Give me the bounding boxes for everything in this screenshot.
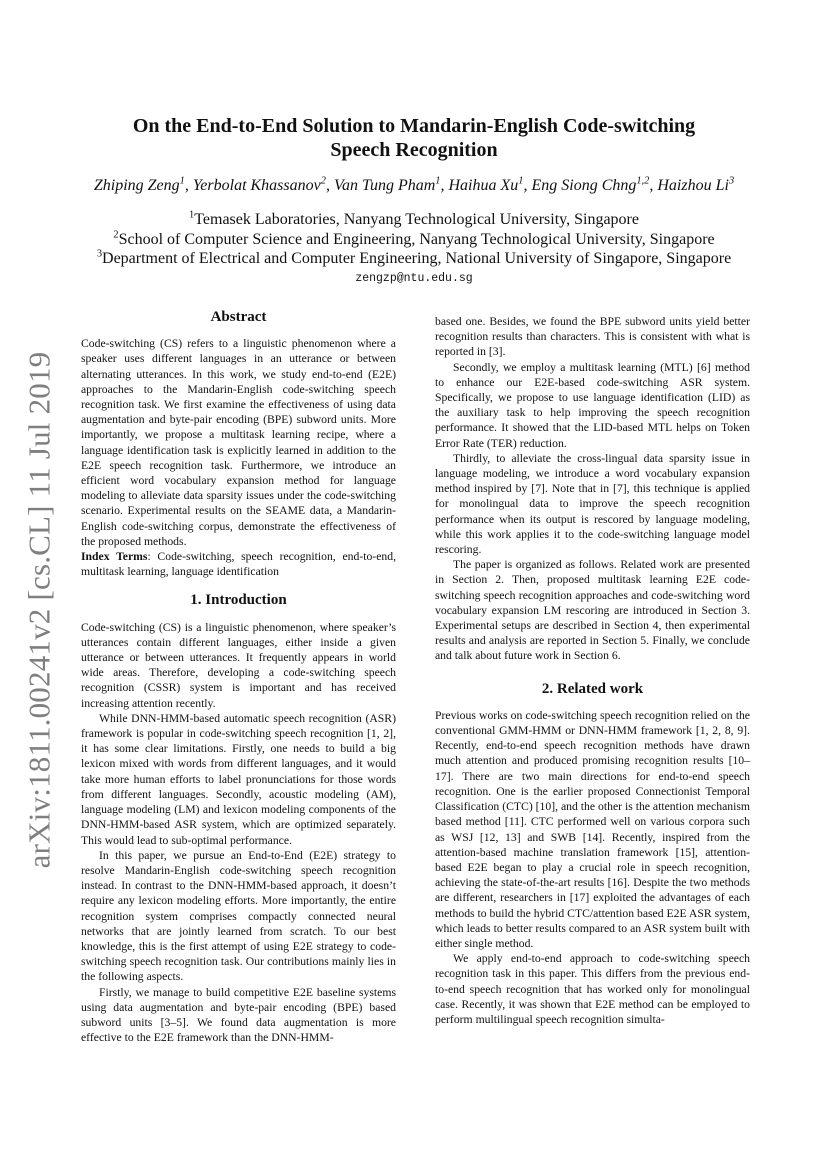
index-terms-text: : Code-switching, speech recognition, end-to-end, multitask learning, language identification — [81, 550, 396, 579]
right-column — [435, 314, 750, 1027]
abstract-text: Code-switching (CS) refers to a linguistic phenomenon where a speaker uses different languages in an utterance or between alternating utterances. In this work, we study end-to-end (E2E) approaches to the Mandarin-English code-switching speech recognition task. We first examine the effectiveness of using data augmentation and byte-pair encoding (BPE) subword units. More importantly, we propose a multitask learning recipe, where a language identification task is explicitly learned in addition to the E2E speech recognition task. Furthermore, we introduce an efficient word vocabulary expansion method for language modeling to alleviate data sparsity issues under the code-switching scenario. Experimental results on the SEAME data, a Mandarin-English code-switching corpus, demonstrate the effectiveness of the proposed methods. — [81, 337, 396, 548]
intro-continuation-paragraph: Secondly, we employ a multitask learning (MTL) [6] method to enhance our E2E-based code-switching ASR system. Specifically, we propose to use language identification (LID) as the auxiliary task to help improving the speech recognition performance. It showed that the LID-based MTL helps on Token Error Rate (TER) reduction. — [435, 360, 750, 450]
related-work-paragraph: Previous works on code-switching speech recognition relied on the conventional GMM-HMM or DNN-HMM framework [1, 2, 8, 9]. Recently, end-to-end speech recognition methods have drawn much attention and produced promising recognition results [10–17]. There are two main directions for end-to-end speech recognition. One is the earlier proposed Connectionist Temporal Classification (CTC) [10], and the other is the attention mechanism based method [11]. CTC performed well on various corpora such as WSJ [12, 13] and SWB [14]. Recently, inspired from the attention-based machine translation framework [15], attention-based E2E began to play a crucial role in speech recognition, achieving the state-of-the-art results [16]. Despite the two methods are different, researchers in [17] exploited the advantages of each methods to build the hybrid CTC/attention based E2E ASR system, which leads to better results compared to an ASR system built with either single method. — [435, 708, 750, 950]
intro-paragraph: Firstly, we manage to build competitive E2E baseline systems using data augmentation and byte-pair encoding (BPE) based subword units [3–5]. We found data augmentation is more effective to the E2E framework than the DNN-HMM- — [81, 985, 396, 1045]
affiliation-list — [60, 210, 768, 269]
affiliation: $^1$Temasek Laboratories, Nanyang Technological University, Singapore — [189, 209, 639, 228]
affiliation: $^3$Department of Electrical and Computer Engineering, National University of Singapore, Singapore — [96, 248, 732, 267]
arxiv-identifier-stamp — [14, 351, 64, 869]
author: Zhiping Zeng$^1$ — [93, 175, 185, 194]
author: Yerbolat Khassanov$^2$ — [192, 175, 326, 194]
author: Haihua Xu$^1$ — [448, 175, 524, 194]
left-column — [81, 310, 396, 1045]
author: Van Tung Pham$^1$ — [333, 175, 441, 194]
intro-paragraph: In this paper, we pursue an End-to-End (E2E) strategy to resolve Mandarin-English code-switching speech recognition instead. In contrast to the DNN-HMM-based approach, it doesn’t require any lexicon modeling efforts. More importantly, the entire recognition system comprises compactly connected neural networks that are jointly learned from scratch. To our best knowledge, this is the first attempt of using E2E strategy to code-switching speech recognition task. Our contributions mainly lies in the following aspects. — [81, 848, 396, 984]
index-terms-label: Index Terms — [81, 550, 148, 564]
author-list: Zhiping Zeng$^1$, Yerbolat Khassanov$^2$, Van Tung Pham$^1$, Haihua Xu$^1$, Eng Siong Chng$^{1,2}$, Haizhou Li$^3$ — [93, 175, 735, 194]
title-line-1: On the End-to-End Solution to Mandarin-English Code-switching — [132, 115, 696, 137]
contact-email: zengzp@ntu.edu.sg — [355, 272, 473, 285]
introduction-heading: 1. Introduction — [190, 592, 287, 609]
abstract-heading: Abstract — [210, 309, 267, 325]
affiliation: $^2$School of Computer Science and Engineering, Nanyang Technological University, Singapore — [113, 229, 715, 248]
intro-continuation-paragraph: based one. Besides, we found the BPE subword units yield better recognition results than characters. This is consistent with what is reported in [3]. — [435, 315, 750, 359]
intro-paragraph: Code-switching (CS) is a linguistic phenomenon, where speaker’s utterances contain different languages, either inside a given utterance or between utterances. It frequently appears in world wide areas. Therefore, developing a code-switching speech recognition (CSSR) system is important and has received increasing attention recently. — [81, 620, 396, 710]
related-work-heading: 2. Related work — [541, 680, 644, 697]
title-line-2: Speech Recognition — [330, 139, 498, 161]
intro-continuation-paragraph: The paper is organized as follows. Related work are presented in Section 2. Then, proposed multitask learning E2E code-switching speech recognition approaches and code-switching word vocabulary expansion LM rescoring are introduced in Section 3. Experimental setups are described in Section 4, then experimental results and analysis are reported in Section 5. Finally, we conclude and talk about future work in Section 6. — [435, 558, 750, 663]
intro-continuation-paragraph: Thirdly, to alleviate the cross-lingual data sparsity issue in language modeling, we introduce a word vocabulary expansion method inspired by [7]. Note that in [7], this technique is applied for monolingual data to improve the speech recognition performance when its output is rescored by language modeling, while this work applies it to the code-switching language model rescoring. — [435, 451, 750, 557]
author: Haizhou Li$^3$ — [657, 175, 735, 194]
intro-paragraph: While DNN-HMM-based automatic speech recognition (ASR) framework is popular in code-switching speech recognition [1, 2], it has some clear limitations. Firstly, one needs to build a big lexicon mixed with words from different languages, and it would take more human efforts to label pronunciations for those words from different languages. Secondly, acoustic modeling (AM), language modeling (LM) and lexicon modeling components of the DNN-HMM-based ASR system, which are optimized separately. This would lead to sub-optimal performance. — [81, 711, 396, 847]
index-terms — [81, 549, 396, 579]
arxiv-stamp-text: arXiv:1811.00241v2 [cs.CL] 11 Jul 2019 — [21, 351, 57, 869]
paper-title — [100, 114, 728, 162]
related-work-paragraph: We apply end-to-end approach to code-switching speech recognition task in this paper. This differs from the previous end-to-end speech recognition that has worked only for monolingual case. Recently, it was shown that E2E method can be employed to perform multilingual speech recognition simulta- — [435, 952, 750, 1026]
author: Eng Siong Chng$^{1,2}$ — [531, 175, 650, 194]
